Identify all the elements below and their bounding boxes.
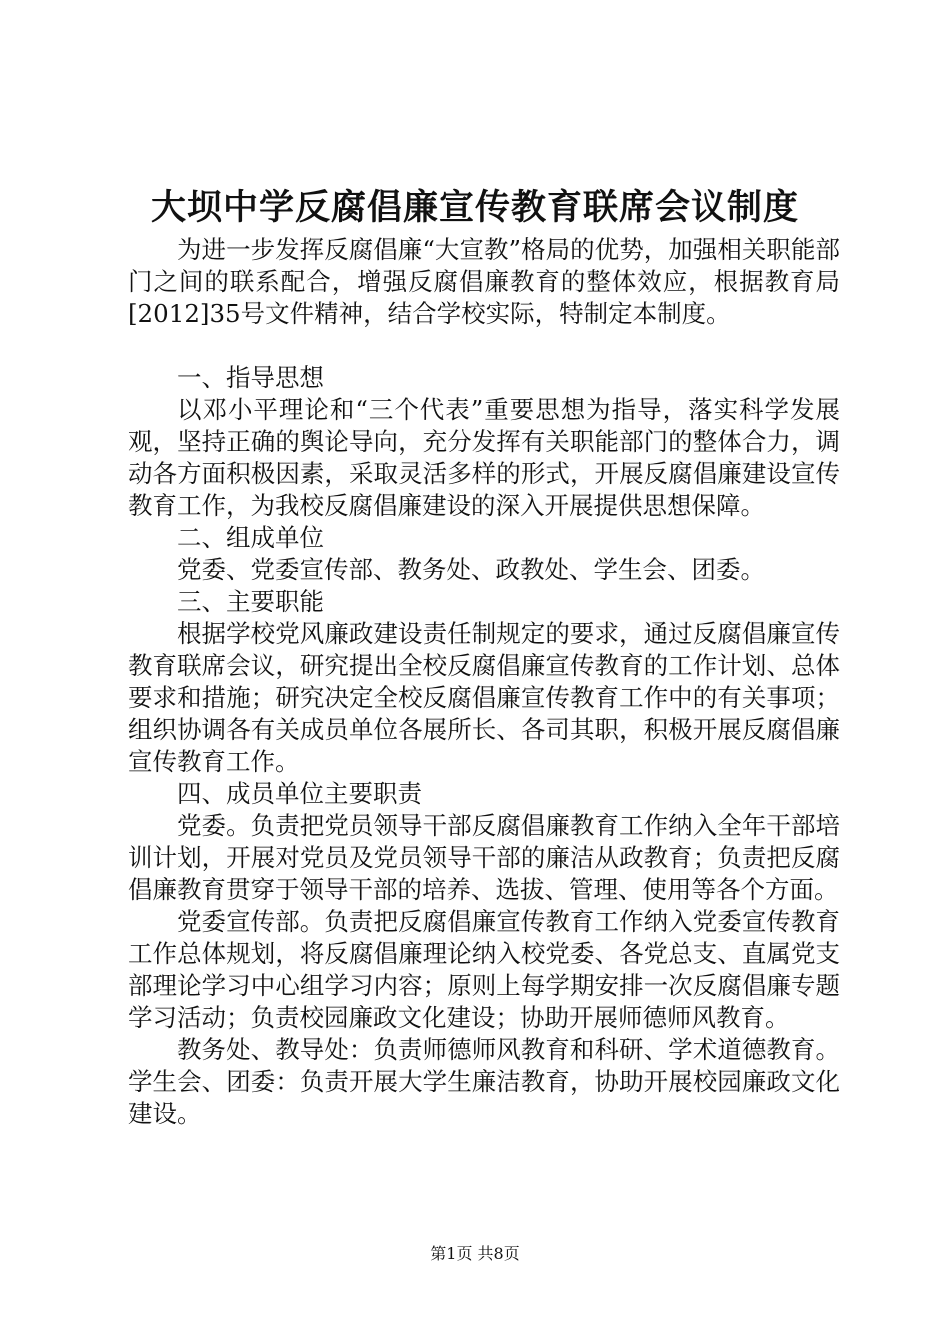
document-title: 大坝中学反腐倡廉宣传教育联席会议制度 (150, 187, 799, 228)
party-committee-duties-paragraph: 党委。负责把党员领导干部反腐倡廉教育工作纳入全年干部培训计划，开展对党员及党员领导干部的廉洁从政教育；负责把反腐倡廉教育贯穿于领导干部的培养、选拔、管理、使用等各个方面。 (128, 811, 840, 904)
page-number-footer: 第1页 共8页 (430, 1244, 520, 1263)
section-heading-member-units: 二、组成单位 (177, 523, 324, 552)
document-body (128, 234, 840, 1130)
propaganda-dept-duties-paragraph: 党委宣传部。负责把反腐倡廉宣传教育工作纳入党委宣传教育工作总体规划，将反腐倡廉理论纳入校党委、各党总支、直属党支部理论学习中心组学习内容；原则上每学期安排一次反腐倡廉专题学习活动；负责校园廉政文化建设；协助开展师德师风教育。 (128, 907, 840, 1032)
section-heading-main-functions: 三、主要职能 (177, 587, 324, 616)
intro-paragraph: 为进一步发挥反腐倡廉“大宣教”格局的优势，加强相关职能部门之间的联系配合，增强反腐倡廉教育的整体效应，根据教育局[2012]35号文件精神，结合学校实际，特制定本制度。 (128, 235, 840, 328)
section-heading-guiding-ideology: 一、指导思想 (177, 363, 324, 392)
main-functions-paragraph: 根据学校党风廉政建设责任制规定的要求，通过反腐倡廉宣传教育联席会议，研究提出全校反腐倡廉宣传教育的工作计划、总体要求和措施；研究决定全校反腐倡廉宣传教育工作中的有关事项；组织协调各有关成员单位各展所长、各司其职，积极开展反腐倡廉宣传教育工作。 (128, 619, 840, 776)
guiding-ideology-paragraph: 以邓小平理论和“三个代表”重要思想为指导，落实科学发展观，坚持正确的舆论导向，充分发挥有关职能部门的整体合力，调动各方面积极因素，采取灵活多样的形式，开展反腐倡廉建设宣传教育工作，为我校反腐倡廉建设的深入开展提供思想保障。 (128, 395, 840, 520)
section-heading-member-duties: 四、成员单位主要职责 (177, 779, 422, 808)
academic-affairs-duties-paragraph: 教务处、教导处：负责师德师风教育和科研、学术道德教育。学生会、团委：负责开展大学生廉洁教育，协助开展校园廉政文化建设。 (128, 1035, 840, 1128)
member-units-paragraph: 党委、党委宣传部、教务处、政教处、学生会、团委。 (177, 555, 765, 584)
